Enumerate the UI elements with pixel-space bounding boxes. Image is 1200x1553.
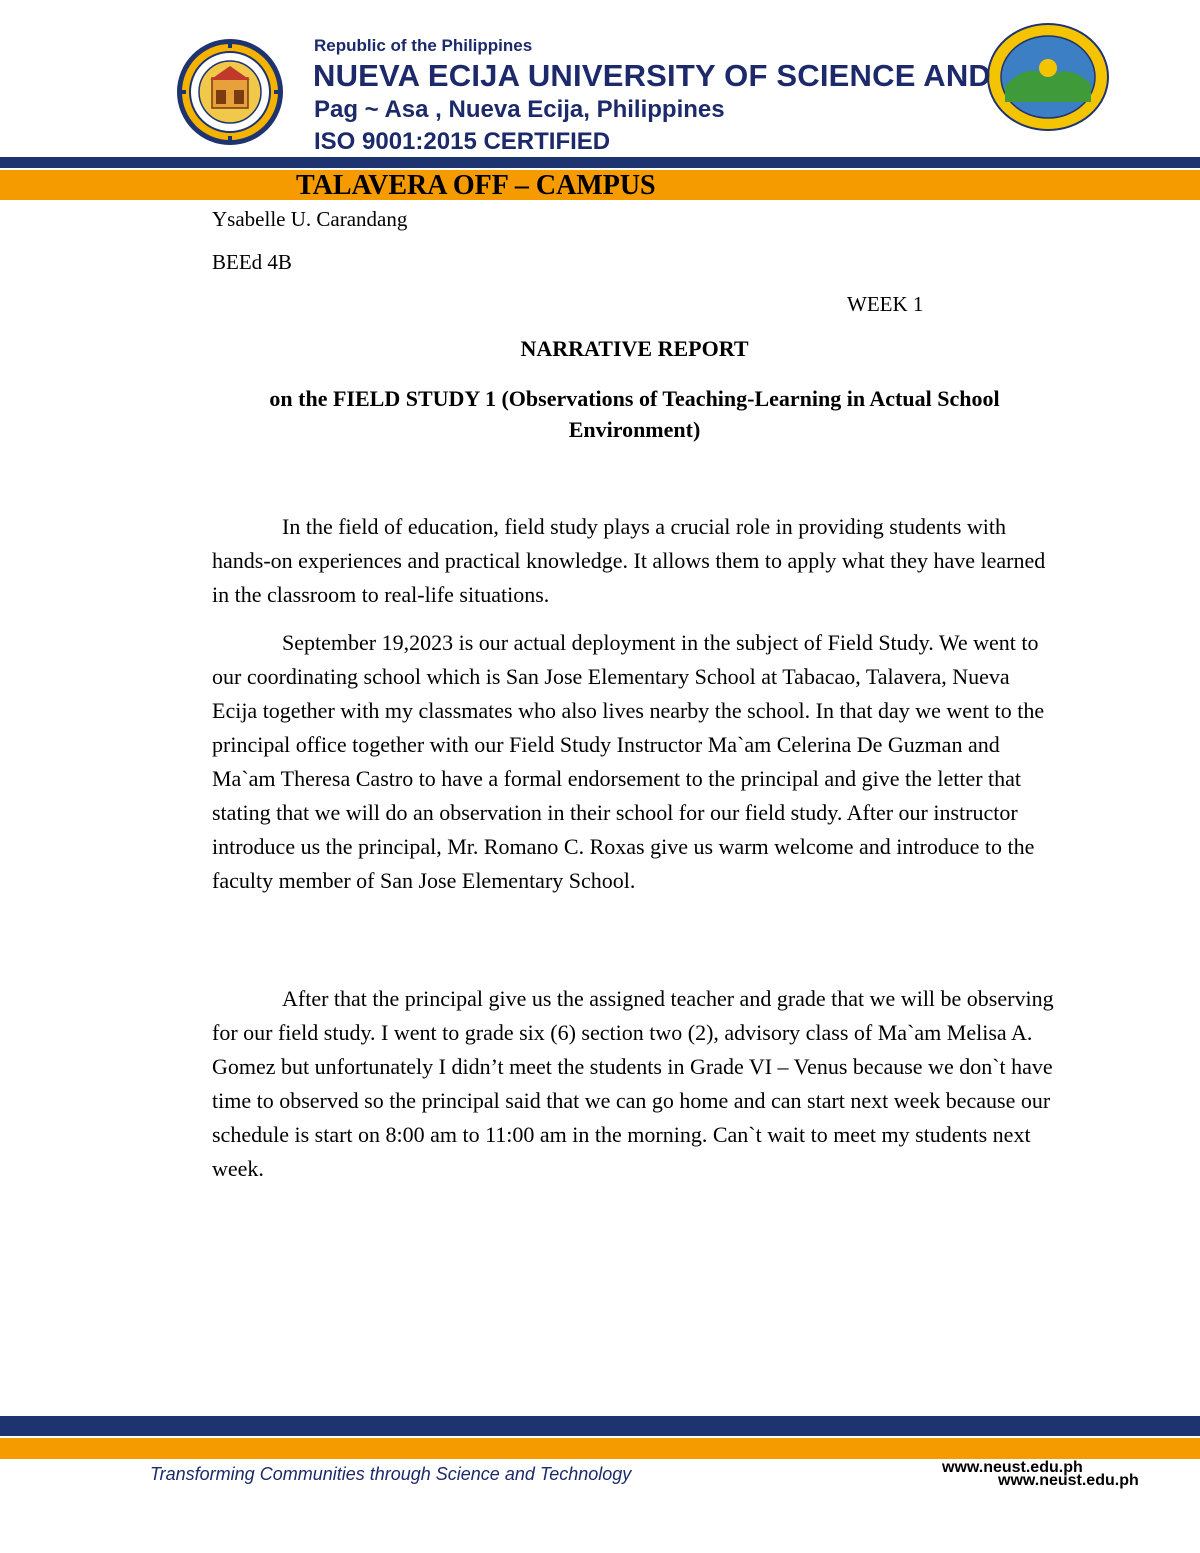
- university-address: Pag ~ Asa , Nueva Ecija, Philippines: [314, 96, 725, 123]
- footer-website-link[interactable]: www.neust.edu.ph: [942, 1459, 1083, 1476]
- paragraph: In the field of education, field study plays a crucial role in providing students with hands-on experiences and practical knowledge. It allows them to apply what they have learned in the classroom to real-life situations.: [212, 514, 1046, 607]
- campus-title: TALAVERA OFF – CAMPUS: [296, 170, 656, 201]
- report-subtitle: on the FIELD STUDY 1 (Observations of Teaching-Learning in Actual School Environment): [269, 386, 1000, 442]
- iso-certification: ISO 9001:2015 CERTIFIED: [314, 128, 611, 155]
- footer-website-link[interactable]: www.neust.edu.ph: [998, 1472, 1139, 1489]
- paragraph: September 19,2023 is our actual deployment in the subject of Field Study. We went to our coordinating school which is San Jose Elementary School at Tabacao, Talavera, Nueva Ecija together with my classmates who also lives nearby the school. In that day we went to the principal office together with our Field Study Instructor Ma`am Celerina De Guzman and Ma`am Theresa Castro to have a formal endorsement to the principal and give the letter that stating that we will do an observation in their school for our field study. After our instructor introduce us the principal, Mr. Romano C. Roxas give us warm welcome and introduce to the faculty member of San Jose Elementary School.: [212, 630, 1045, 893]
- neust-seal-icon: [176, 38, 284, 146]
- talavera-seal-icon: [985, 22, 1111, 132]
- report-title: NARRATIVE REPORT: [520, 336, 749, 361]
- footer-navy-band: [0, 1416, 1200, 1436]
- paragraph: After that the principal give us the assigned teacher and grade that we will be observing for our field study. I went to grade six (6) section two (2), advisory class of Ma`am Melisa A. Gomez but unfortunately I didn’t meet the students in Grade VI – Venus because we don`t have time to observed so the principal said that we can go home and can start next week because our schedule is start on 8:00 am to 11:00 am in the morning. Can`t wait to meet my students next week.: [212, 986, 1054, 1181]
- republic-label: Republic of the Philippines: [314, 36, 533, 55]
- header-navy-band: [0, 157, 1200, 168]
- footer-orange-band: [0, 1438, 1200, 1459]
- week-label: WEEK 1: [847, 292, 924, 316]
- student-name: Ysabelle U. Carandang: [212, 207, 408, 231]
- footer-tagline: Transforming Communities through Science and Technology: [150, 1464, 632, 1484]
- university-name: NUEVA ECIJA UNIVERSITY OF SCIENCE AND: [313, 58, 992, 93]
- student-section: BEEd 4B: [212, 250, 292, 274]
